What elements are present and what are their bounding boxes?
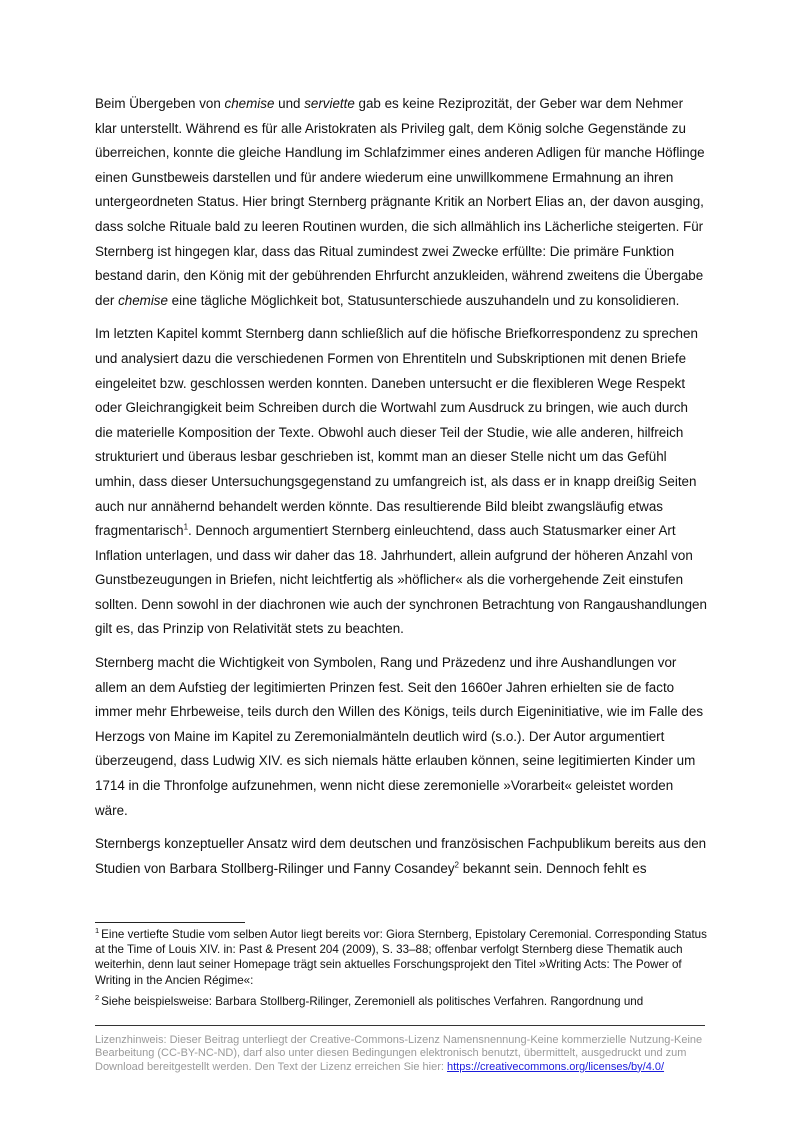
footnote-1: $^1$ Eine vertiefte Studie vom selben Autor liegt bereits vor: Giora Sternberg, Epistolary Ceremonial. Corresponding Status at the Time of Louis XIV. in: Past & Present 204 (2009), S. 33–88; offenbar verfolgt Sternberg diese Thematik auch weiterhin, denn laut seiner Homepage trägt sein aktuelles Forschungsprojekt den Titel »Writing Acts: The Power of Writing in the Ancien Régime«:: [95, 926, 707, 987]
footnote-mark: 2: [95, 992, 100, 1002]
italic-term: serviette: [304, 96, 355, 111]
paragraph-3: Sternberg macht die Wichtigkeit von Symbolen, Rang und Präzedenz und ihre Aushandlungen vor allem an dem Aufstieg der legitimierten Prinzen fest. Seit den 1660er Jahren erhielten sie de facto immer mehr Ehrbeweise, teils durch den Willen des Königs, teils durch Eigeninitiative, wie im Falle des Herzogs von Maine im Kapitel zu Zeremonialmänteln deutlich wird (s.o.). Der Autor argumentiert überzeugend, dass Ludwig XIV. es sich niemals hätte erlauben können, seine legitimierten Kinder um 1714 in die Thronfolge aufzunehmen, wenn nicht diese zeremonielle »Vorarbeit« geleistet worden wäre.: [95, 655, 704, 818]
footnote-mark: 1: [95, 926, 100, 936]
paragraph-2: Im letzten Kapitel kommt Sternberg dann schließlich auf die höfische Briefkorrespondenz zu sprechen und analysiert dazu die verschiedenen Formen von Ehrentiteln und Subskriptionen mit denen Briefe eingeleitet bzw. geschlossen werden konnten. Daneben untersucht er die flexibleren Wege Respekt oder Gleichrangigkeit beim Schreiben durch die Wortwahl zum Ausdruck zu bringen, wie auch durch die materielle Komposition der Texte. Obwohl auch dieser Teil der Studie, wie alle anderen, hilfreich strukturiert und überaus lesbar geschrieben ist, kommt man an dieser Stelle nicht um das Gefühl umhin, dass dieser Untersuchungsgegenstand zu umfangreich ist, als dass er in knapp dreißig Seiten auch nur annähernd behandelt werden könnte. Das resultierende Bild bleibt zwangsläufig etwas fragmentarisch$^1$. Dennoch argumentiert Sternberg einleuchtend, dass auch Statusmarker einer Art Inflation unterlagen, und dass wir daher das 18. Jahrhundert, allein aufgrund der höheren Anzahl von Gunstbezeugungen in Briefen, nicht leichtfertig als »höflicher« als die vorhergehende Zeit einstufen sollten. Denn sowohl in der diachronen wie auch der synchronen Betrachtung von Rangaushandlungen gilt es, das Prinzip von Relativität stets zu beachten.: [95, 326, 707, 637]
footer-divider: [95, 1025, 705, 1026]
footnote-ref-2[interactable]: 2: [454, 860, 459, 870]
paragraph-1: Beim Übergeben von chemise und serviette gab es keine Reziprozität, der Geber war dem Nehmer klar unterstellt. Während es für alle Aristokraten als Privileg galt, dem König solche Gegenstände zu überreichen, konnte die gleiche Handlung im Schlafzimmer eines anderen Adligen für manche Höflinge einen Gunstbeweis darstellen und für andere wiederum eine unwillkommene Ermahnung an ihren untergeordneten Status. Hier bringt Sternberg prägnante Kritik an Norbert Elias an, der davon ausging, dass solche Rituale bald zu leeren Routinen wurden, die sich allmählich ins Lächerliche steigerten. Für Sternberg ist hingegen klar, dass das Ritual zumindest zwei Zwecke erfüllte: Die primäre Funktion bestand darin, den König mit der gebührenden Ehrfurcht anzukleiden, während zweitens die Übergabe der chemise eine tägliche Möglichkeit bot, Statusunterschiede auszuhandeln und zu konsolidieren.: [95, 96, 705, 308]
license-notice: Lizenzhinweis: Dieser Beitrag unterliegt der Creative-Commons-Lizenz Namensnennung-Keine kommerzielle Nutzung-Keine Bearbeitung (CC-BY-NC-ND), darf also unter diesen Bedingungen elektronisch benutzt, übermittelt, ausgedruckt und zum Download bereitgestellt werden. Den Text der Lizenz erreichen Sie hier: https://creativecommons.org/licenses/by/4.0/: [95, 1034, 703, 1073]
license-link[interactable]: https://creativecommons.org/licenses/by/4.0/: [447, 1060, 665, 1073]
footnote-2: $^2$ Siehe beispielsweise: Barbara Stollberg-Rilinger, Zeremoniell als politisches Verfahren. Rangordnung und: [95, 992, 644, 1008]
italic-term: chemise: [118, 292, 168, 308]
main-text: [95, 92, 707, 889]
footnotes: [95, 927, 707, 1015]
footnote-divider: [95, 922, 245, 923]
italic-term: chemise: [224, 96, 275, 111]
footnote-ref-1[interactable]: 1: [183, 522, 189, 532]
paragraph-4: Sternbergs konzeptueller Ansatz wird dem deutschen und französischen Fachpublikum bereits aus den Studien von Barbara Stollberg-Rilinger und Fanny Cosandey$^2$ bekannt sein. Dennoch fehlt es: [95, 836, 707, 876]
